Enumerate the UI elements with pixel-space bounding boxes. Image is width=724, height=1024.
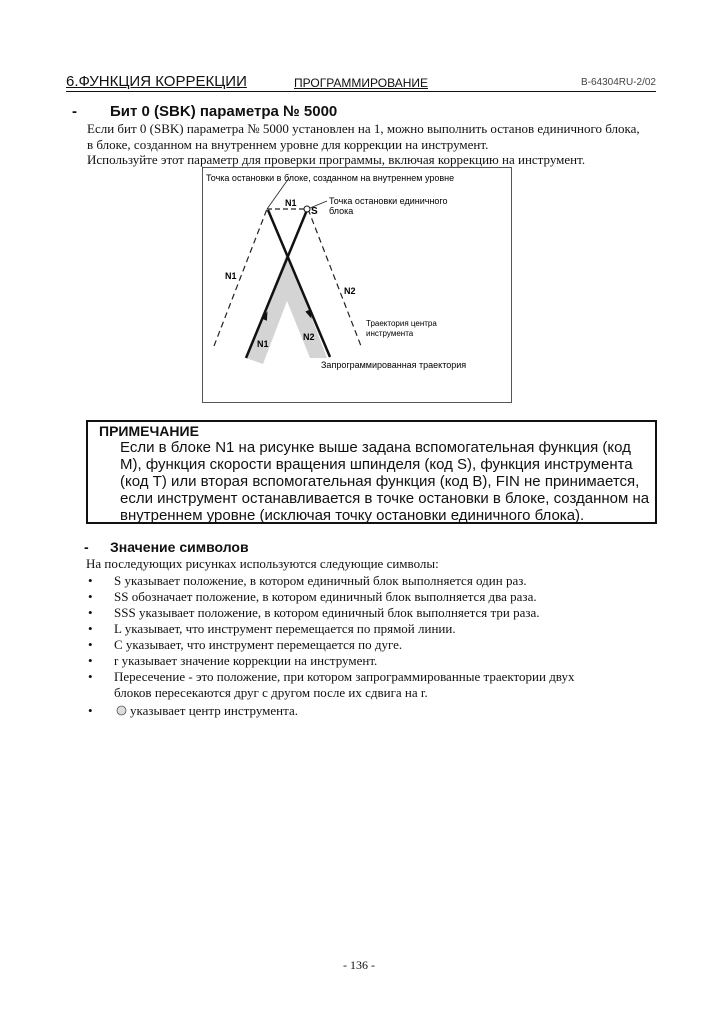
page-header [66, 73, 656, 92]
list-item-text: SSS указывает положение, в котором единичный блок выполняется три раза. [114, 605, 540, 620]
label-tool-center-path: Траектория центра [366, 319, 437, 328]
symbols-heading: Значение символов [110, 539, 249, 555]
tool-center-circle-icon [116, 703, 127, 719]
list-item-text: блоков пересекаются друг с другом после их сдвига на r. [114, 685, 428, 700]
bullet: • [88, 605, 93, 620]
label-n2-right: N2 [344, 286, 356, 296]
list-item-text: указывает центр инструмента. [130, 703, 298, 718]
bullet: • [88, 703, 93, 718]
sbk-paragraph-line: Если бит 0 (SBK) параметра № 5000 установлен на 1, можно выполнить останов единичного блока, [87, 121, 640, 136]
symbols-intro: На последующих рисунках используются следующие символы: [86, 556, 439, 571]
chapter-title: 6.ФУНКЦИЯ КОРРЕКЦИИ [66, 73, 247, 90]
bullet: • [88, 669, 93, 684]
list-item-text: L указывает, что инструмент перемещается по прямой линии. [114, 621, 456, 636]
sbk-heading: Бит 0 (SBK) параметра № 5000 [110, 103, 338, 120]
bullet: • [88, 621, 93, 636]
sbk-paragraph-line: Используйте этот параметр для проверки программы, включая коррекцию на инструмент. [87, 152, 586, 167]
label-programmed-path: Запрограммированная траектория [321, 360, 467, 370]
note-title: ПРИМЕЧАНИЕ [99, 423, 199, 439]
label-n2-bottom: N2 [303, 332, 315, 342]
note-box [86, 420, 657, 524]
list-item-text: SS обозначает положение, в котором единичный блок выполняется два раза. [114, 589, 537, 604]
single-block-stop-circle [304, 206, 310, 212]
note-text: Если в блоке N1 на рисунке выше задана вспомогательная функция (код M), функция скорости вращения шпинделя (код S), функция инструмента (код T) или вторая вспомогательная функция (код B), FIN не принимается, если инструмент останавливается в точке остановки в блоке, созданном на внутреннем уровне (исключая точку остановки единичного блока). [120, 439, 650, 524]
label-s: S [311, 206, 318, 217]
heading-dash: - [72, 103, 77, 120]
label-tool-center-path: инструмента [366, 329, 414, 338]
label-n1-bottom: N1 [257, 339, 269, 349]
bullet: • [88, 637, 93, 652]
list-item-text: C указывает, что инструмент перемещается по дуге. [114, 637, 403, 652]
bullet: • [88, 653, 93, 668]
diagram-svg [203, 168, 511, 402]
section-title: ПРОГРАММИРОВАНИЕ [294, 76, 428, 90]
bullet: • [88, 589, 93, 604]
label-single-stop: блока [329, 206, 354, 216]
label-internal-stop: Точка остановки в блоке, созданном на внутреннем уровне [206, 173, 455, 183]
stop-point-diagram [202, 167, 512, 403]
heading-dash: - [84, 539, 89, 555]
page-number: - 136 - [343, 958, 375, 972]
label-single-stop: Точка остановки единичного [329, 196, 448, 206]
list-item-text: Пересечение - это положение, при котором запрограммированные траектории двух [114, 669, 575, 684]
label-n1-left: N1 [225, 271, 237, 281]
bullet: • [88, 573, 93, 588]
list-item-text: S указывает положение, в котором единичный блок выполняется один раз. [114, 573, 527, 588]
label-n1-top: N1 [285, 198, 297, 208]
list-item-text: r указывает значение коррекции на инструмент. [114, 653, 378, 668]
document-code: B-64304RU-2/02 [580, 77, 656, 88]
sbk-paragraph-line: в блоке, созданном на внутреннем уровне для коррекции на инструмент. [87, 137, 489, 152]
